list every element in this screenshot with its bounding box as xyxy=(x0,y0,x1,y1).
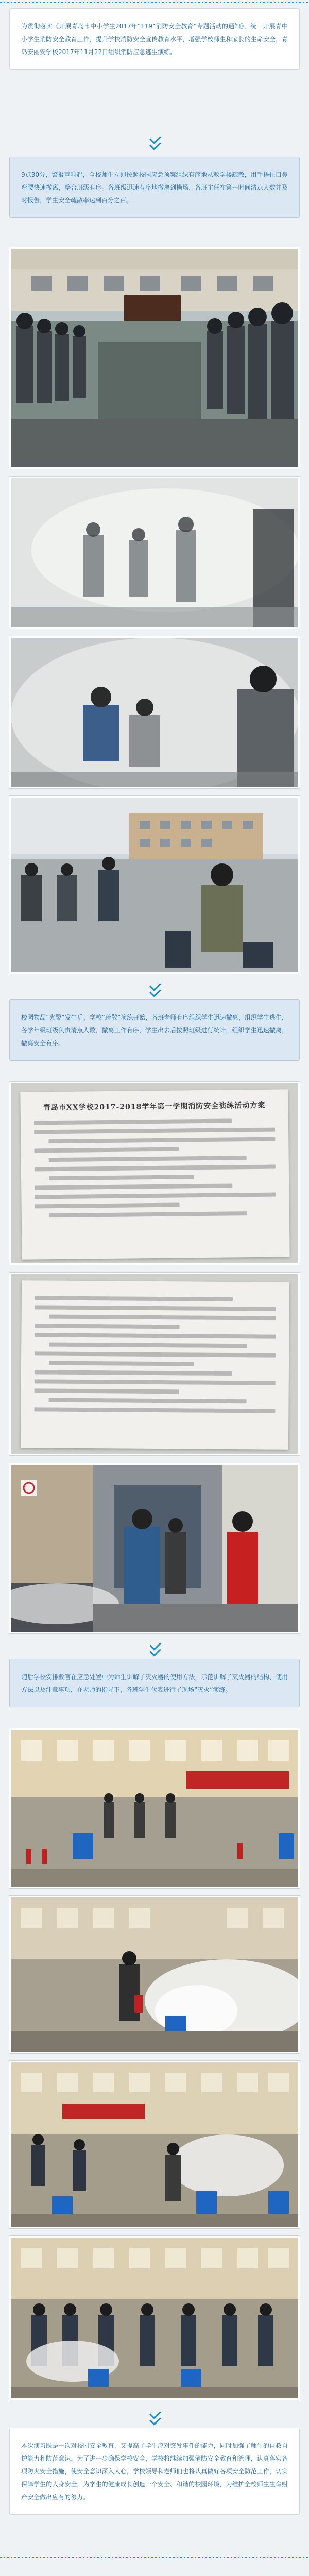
document-line xyxy=(35,1193,276,1199)
document-line xyxy=(35,1370,232,1376)
intro-text: 为贯彻落实《开展青岛市中小学生2017年“119”消防安全教育”专题活动的通知》，统一开展青中小学生消防安全教育工作，提升学校消防安全宣传教育水平，增强学校师生和家长的生命安全，青岛安丽安学校2017年11月22日组织消防应急逃生演练。 xyxy=(21,23,288,56)
document-line xyxy=(35,1333,276,1338)
document-line xyxy=(34,1118,232,1125)
photo-smoke-corridor-2 xyxy=(9,636,300,788)
document-line xyxy=(48,1398,246,1404)
photo-drill-schedule-document xyxy=(9,1273,300,1455)
document-line xyxy=(49,1361,194,1366)
drill-start-card xyxy=(9,157,300,218)
evacuation-text: 校园物品“火警”发生后，学校“疏散”演练开始，各班老师有序组织学生迅速撤离，组织学生逃生，各学年级班级负责清点人数，撤离工作有序，学生出去后按照班级进行统计，组织学生迅速撤离，撤离安全有序。 xyxy=(21,1014,288,1047)
document-line xyxy=(34,1128,275,1134)
photo-drill-plan-document xyxy=(9,1082,300,1265)
extinguisher-demo-card xyxy=(9,1659,300,1707)
evacuation-card xyxy=(9,999,300,1061)
document-line xyxy=(49,1315,276,1320)
photo-group-extinguishers xyxy=(9,2236,300,2400)
document-line xyxy=(49,1175,194,1180)
document-line xyxy=(49,1343,247,1348)
document-line xyxy=(35,1183,232,1190)
document-line xyxy=(35,1165,276,1172)
closing-text: 本次演习既是一次对校园安全教育，又提高了学生应对突发事件的能力，同时加强了师生的自救自护能力和防范意识。为了进一步确保学校安全，学校将继续加强消防安全教育和管理，认真落实各项防火安全措施，使安全意识深入人心，学校领导和老师们也将认真做好各项安全防范工作，切实保障学生的人身安全，为学生的健康成长创造一个安全、和谐的校园环境，为维护全校师生生命财产安全做出应有的努力。 xyxy=(21,2442,288,2501)
extinguisher-demo-text: 随后学校安排教官在应急处置中为师生讲解了灭火器的使用方法，示范讲解了灭火器的结构、使用方法以及注意事项，在老师的指导下，各班学生代表进行了现场“灭火”演练。 xyxy=(21,1673,288,1693)
photo-extinguisher-lineup xyxy=(9,1728,300,1888)
photo-extinguisher-spray xyxy=(9,1896,300,2053)
closing-card xyxy=(9,2428,300,2515)
photo-students-lined-up xyxy=(9,247,300,469)
document-line xyxy=(35,1296,233,1301)
document-line xyxy=(35,1305,276,1311)
photo-student-practice xyxy=(9,2061,300,2228)
document-line xyxy=(35,1388,179,1394)
document-line xyxy=(34,1407,275,1413)
photo-smoke-corridor-1 xyxy=(9,477,300,629)
document-line xyxy=(49,1156,247,1162)
document-line xyxy=(35,1351,276,1357)
drill-start-text: 9点30分，警报声响起，全校师生立即按照校园应急预案组织有序地从教学楼疏散，用手捂住口鼻弯腰快速撤离，整合班级有序。各班级迅速有序地撤离到操场，各班主任在第一时间清点人数并及时报告，学生安全疏散率达到百分之百。 xyxy=(21,171,288,204)
document-line xyxy=(34,1147,179,1153)
document-line xyxy=(48,1137,275,1144)
document-line xyxy=(35,1203,180,1209)
document-line xyxy=(49,1211,247,1217)
top-divider xyxy=(0,0,309,5)
document-title: 青岛市XX学校2017-2018学年第一学期消防安全演练活动方案 xyxy=(43,1101,266,1112)
document-line xyxy=(35,1324,179,1329)
document-line xyxy=(35,1379,276,1385)
photo-exit-door xyxy=(9,1463,300,1633)
photo-students-running xyxy=(9,796,300,974)
document-sheet xyxy=(21,1280,289,1450)
document-sheet xyxy=(20,1089,289,1259)
bottom-divider xyxy=(0,2555,309,2561)
intro-card xyxy=(9,8,300,70)
